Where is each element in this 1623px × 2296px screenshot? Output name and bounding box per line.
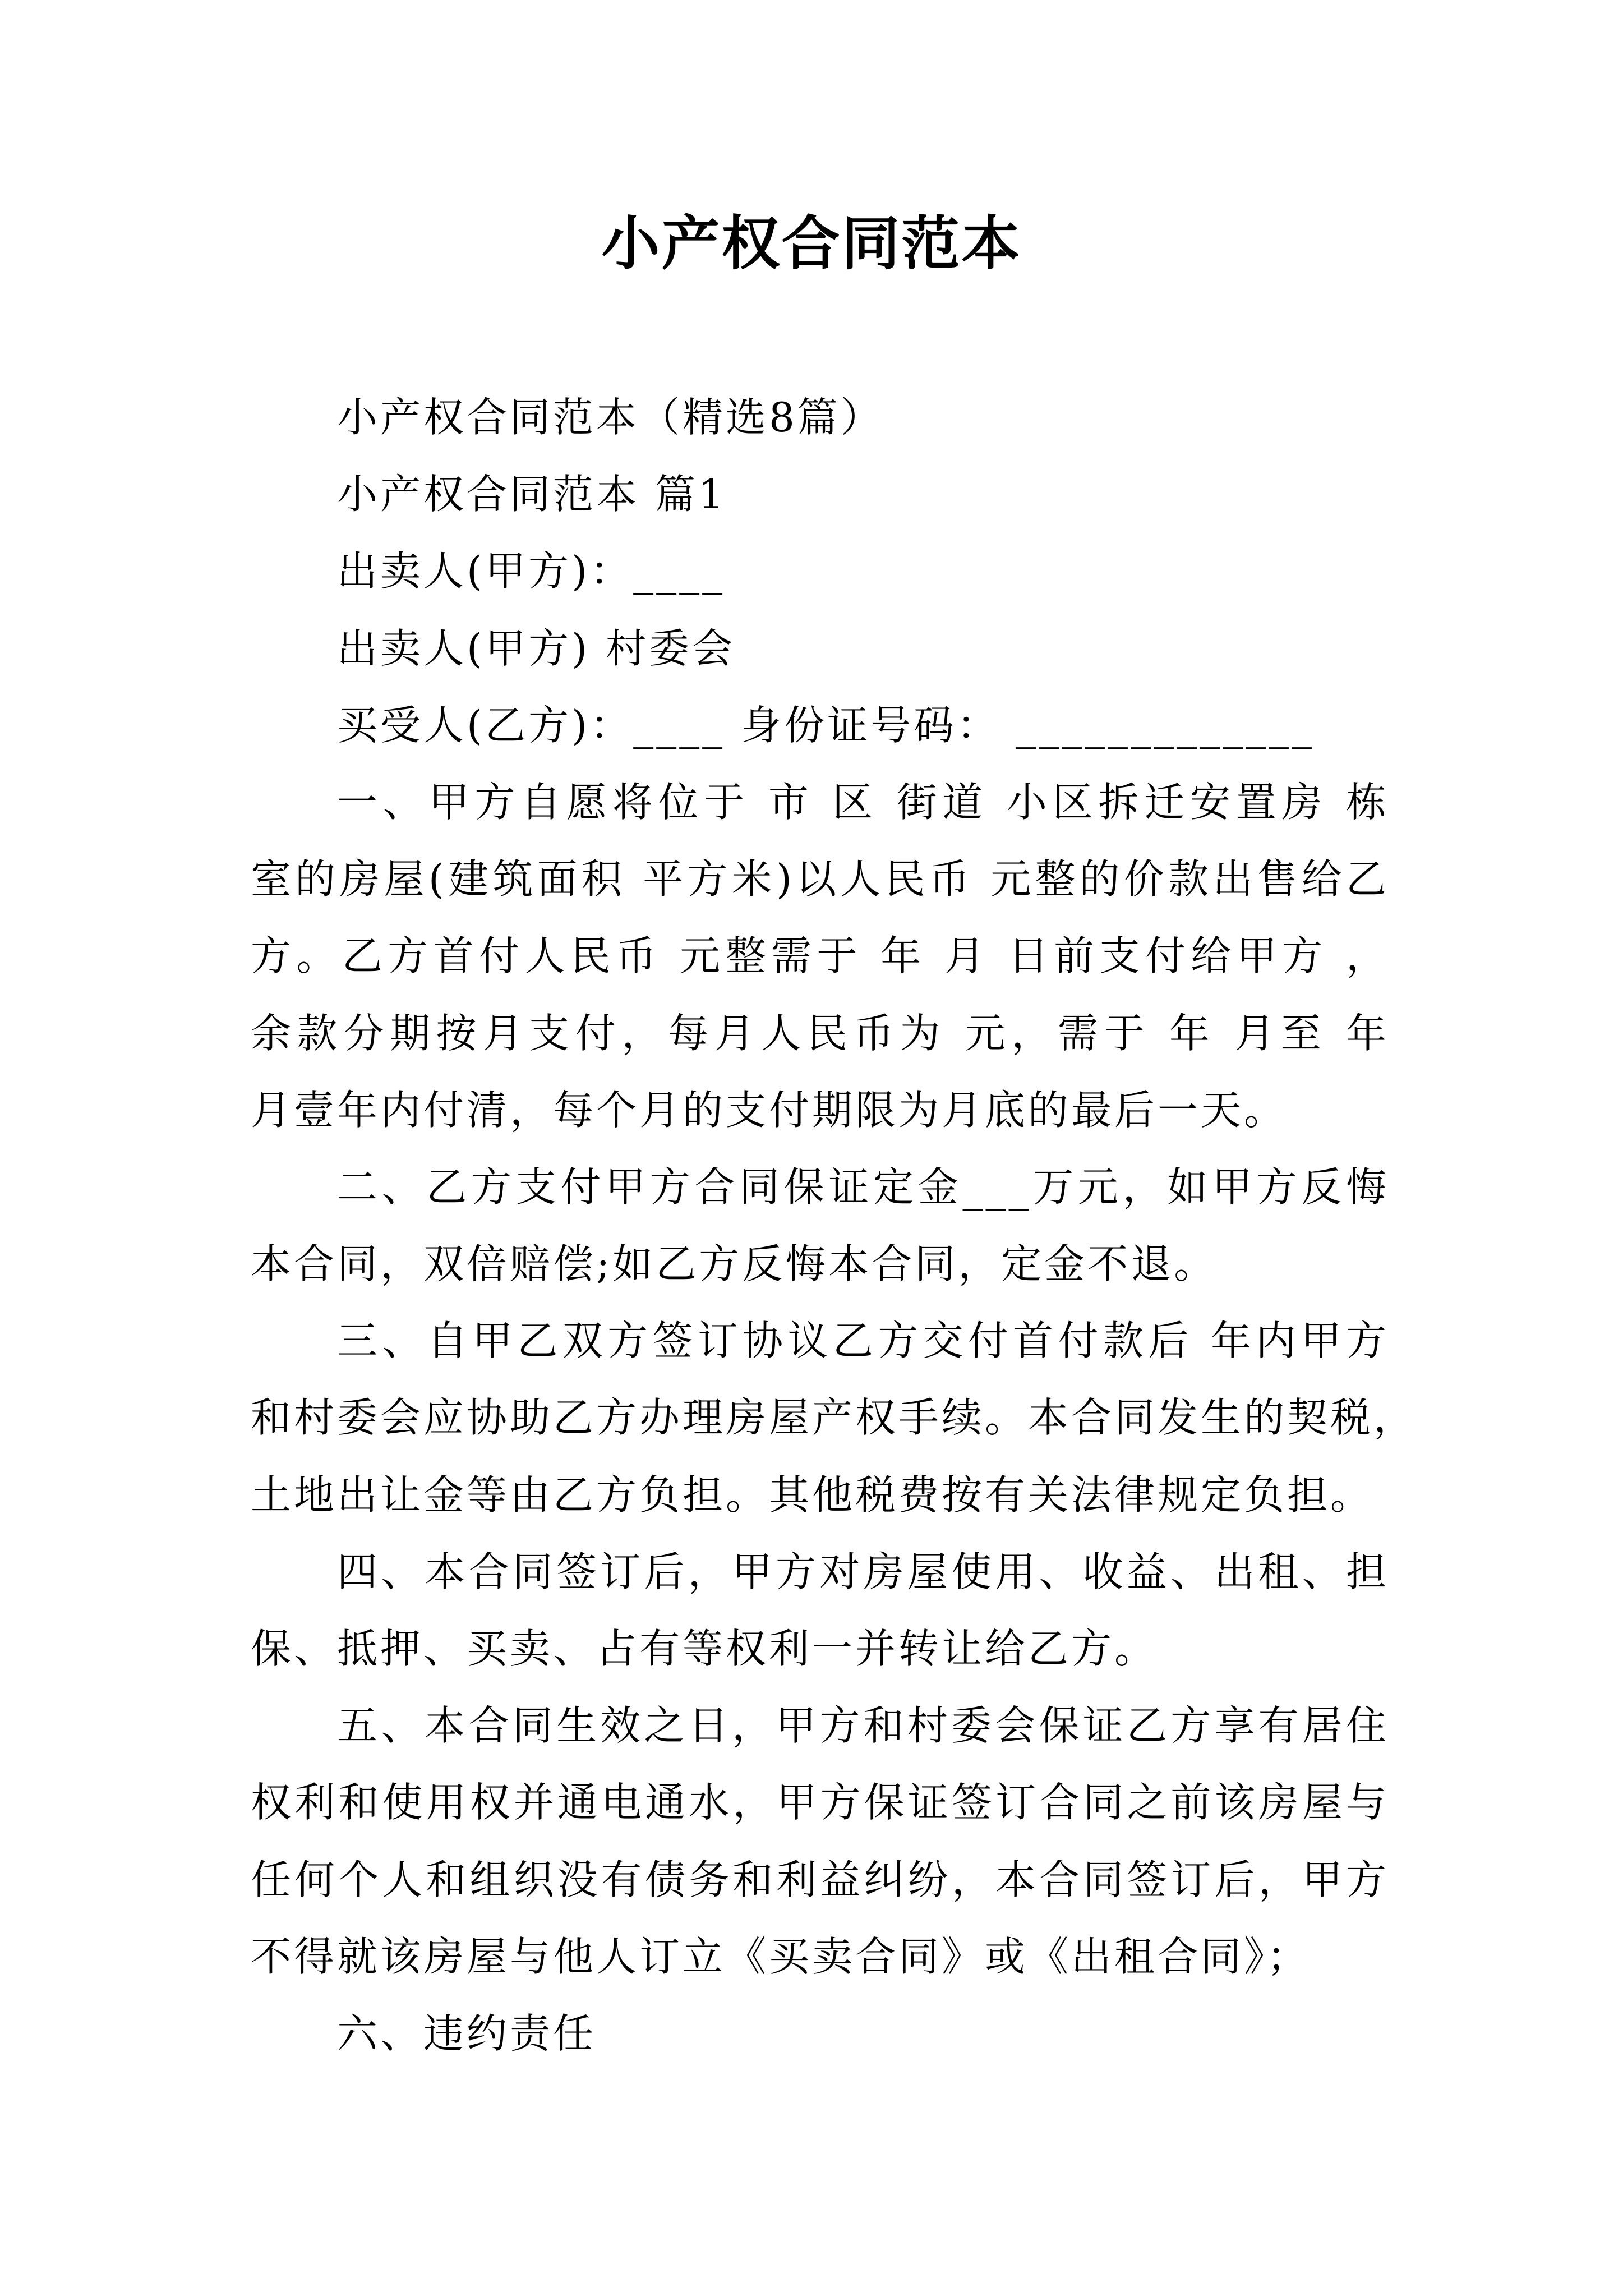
contract-header — [251, 379, 1389, 764]
paragraph-line: 任何个人和组织没有债务和利益纠纷，本合同签订后，甲方 — [251, 1856, 1389, 1903]
paragraph-line: 一、甲方自愿将位于 市 区 街道 小区拆迁安置房 栋 — [337, 778, 1389, 826]
paragraph-3 — [251, 1303, 1417, 1534]
paragraph-line: 余款分期按月支付，每月人民币为 元，需于 年 月至 年 — [251, 1009, 1389, 1057]
document-body — [251, 379, 1417, 2072]
paragraph-line: 室的房屋(建筑面积 平方米)以人民币 元整的价款出售给乙 — [251, 855, 1389, 903]
paragraph-line: 不得就该房屋与他人订立《买卖合同》或《出租合同》； — [251, 1932, 1311, 1980]
seller-field: 出卖人(甲方)：____ — [337, 547, 726, 595]
paragraph-line: 和村委会应协助乙方办理房屋产权手续。本合同发生的契税， — [251, 1394, 1417, 1442]
paragraph-4 — [251, 1534, 1389, 1687]
seller-name-line: 出卖人(甲方) 村委会 — [337, 624, 736, 672]
paragraph-6 — [251, 1995, 1389, 2072]
paragraph-line: 本合同，双倍赔偿;如乙方反悔本合同，定金不退。 — [251, 1240, 1218, 1288]
paragraph-line: 权利和使用权并通电通水，甲方保证签订合同之前该房屋与 — [251, 1779, 1389, 1826]
paragraph-5 — [251, 1687, 1389, 1995]
paragraph-line: 五、本合同生效之日，甲方和村委会保证乙方享有居住 — [337, 1702, 1389, 1750]
paragraph-line: 三、自甲乙双方签订协议乙方交付首付款后 年内甲方 — [337, 1317, 1389, 1365]
section-heading: 小产权合同范本 篇1 — [337, 471, 727, 518]
paragraph-line: 四、本合同签订后，甲方对房屋使用、收益、出租、担 — [337, 1548, 1389, 1595]
paragraph-line: 月壹年内付清，每个月的支付期限为月底的最后一天。 — [251, 1086, 1288, 1134]
buyer-field: 买受人(乙方)：____ 身份证号码： _____________ — [337, 701, 1315, 749]
paragraph-line: 保、抵押、买卖、占有等权利一并转让给乙方。 — [251, 1625, 1158, 1672]
paragraph-line: 土地出让金等由乙方负担。其他税费按有关法律规定负担。 — [251, 1471, 1374, 1519]
paragraph-1 — [251, 764, 1389, 1149]
subtitle-line: 小产权合同范本（精选8篇） — [337, 394, 884, 441]
paragraph-line: 方。乙方首付人民币 元整需于 年 月 日前支付给甲方 ， — [251, 932, 1389, 980]
document-title: 小产权合同范本 — [601, 209, 1022, 278]
paragraph-2 — [251, 1149, 1389, 1303]
section-heading: 六、违约责任 — [337, 2009, 597, 2057]
paragraph-line: 二、乙方支付甲方合同保证定金___万元，如甲方反悔 — [337, 1163, 1389, 1211]
